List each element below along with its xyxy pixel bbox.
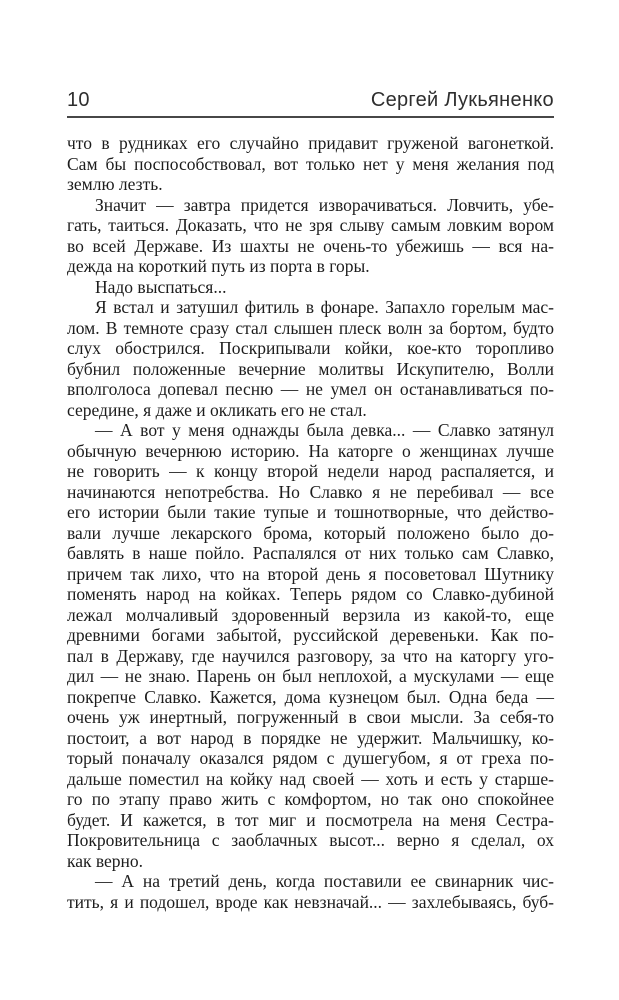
paragraph [67, 277, 554, 298]
text-line: вали лучше лекарского брома, который положено было до- [67, 522, 554, 543]
header-rule [67, 116, 554, 118]
page-number: 10 [67, 89, 90, 111]
text-line: лом. В темноте сразу стал слышен плеск волн за бортом, будто [67, 317, 554, 338]
text-line: его истории были такие тупые и тошнотворные, что действо- [67, 502, 554, 522]
paragraph [67, 195, 554, 277]
text-line: бавлять в наше пойло. Распалялся от них только сам Славко, [67, 543, 554, 563]
text-line: бубнил положенные вечерние молитвы Искупителю, Волли [67, 358, 554, 379]
text-line: что в рудниках его случайно придавит груженой вагонеткой. [67, 133, 554, 153]
text-line: Сам бы поспособствовал, вот только нет у меня желания под [67, 153, 554, 174]
text-line: во всей Державе. Из шахты не очень-то убежишь — вся на- [67, 235, 554, 256]
paragraph [67, 420, 554, 871]
text-line: — А на третий день, когда поставили ее свинарник чис- [95, 871, 554, 891]
text-line: постоит, а вот народ в порядке не удержит. Мальчишку, ко- [67, 727, 554, 748]
text-line: торый поначалу оказался рядом с душегубом, я от греха по- [67, 748, 554, 768]
text-line: покрепче Славко. Кажется, дома кузнецом был. Одна беда — [67, 686, 554, 707]
text-line: го по этапу право жить с комфортом, но так оно спокойнее [67, 789, 554, 809]
text-line: древними богами забытой, руссийской деревеньки. Как по- [67, 625, 554, 645]
text-line: тить, я и подошел, вроде как невзначай... — захлебываясь, буб- [67, 891, 554, 912]
text-line: вполголоса допевал песню — не умел он останавливаться по- [67, 379, 554, 399]
text-line: не говорить — к концу второй недели народ распаляется, и [67, 461, 554, 481]
page-body [67, 133, 554, 912]
text-line: гать, таиться. Доказать, что не зря слыву самым ловким вором [67, 215, 554, 235]
text-line: очень уж инертный, погруженный в свои мысли. За себя-то [67, 707, 554, 727]
paragraph [67, 297, 554, 420]
text-line: слух обострился. Поскрипывали койки, кое-кто торопливо [67, 338, 554, 358]
text-line: Покровительница с заоблачных высот... верно я сделал, ох [67, 830, 554, 850]
paragraph [67, 871, 554, 912]
text-line: пал в Державу, где научился разговору, за что на каторгу уго- [67, 645, 554, 666]
text-line: лежал молчаливый здоровенный верзила из какой-то, еще [67, 604, 554, 625]
text-line: землю лезть. [67, 174, 163, 194]
text-line: Надо выспаться... [95, 276, 227, 297]
text-line: дежда на короткий путь из порта в горы. [67, 256, 370, 276]
text-line: середине, я даже и окликать его не стал. [67, 399, 367, 420]
text-line: Значит — завтра придется изворачиваться. Ловчить, убе- [95, 194, 554, 215]
text-line: дальше поместил на койку над своей — хоть и есть у старше- [67, 768, 554, 789]
text-line: как верно. [67, 850, 144, 871]
text-line: дил — не знаю. Парень он был неплохой, а мускулами — еще [67, 666, 554, 686]
text-line: Я встал и затушил фитиль в фонаре. Запахло горелым мас- [95, 297, 554, 317]
text-line: причем так лихо, что на второй день я посоветовал Шутнику [67, 563, 554, 584]
paragraph [67, 133, 554, 195]
text-line: поменять народ на койках. Теперь рядом со Славко-дубиной [67, 584, 554, 604]
text-line: начинаются непотребства. Но Славко я не перебивал — все [67, 481, 554, 502]
text-line: обычную вечернюю историю. На каторге о женщинах лучше [67, 440, 554, 461]
text-line: — А вот у меня однажды была девка... — Славко затянул [95, 420, 554, 440]
page-header [67, 89, 554, 111]
text-line: будет. И кажется, в тот миг и посмотрела на меня Сестра- [67, 809, 554, 830]
running-title: Сергей Лукьяненко [370, 89, 554, 111]
